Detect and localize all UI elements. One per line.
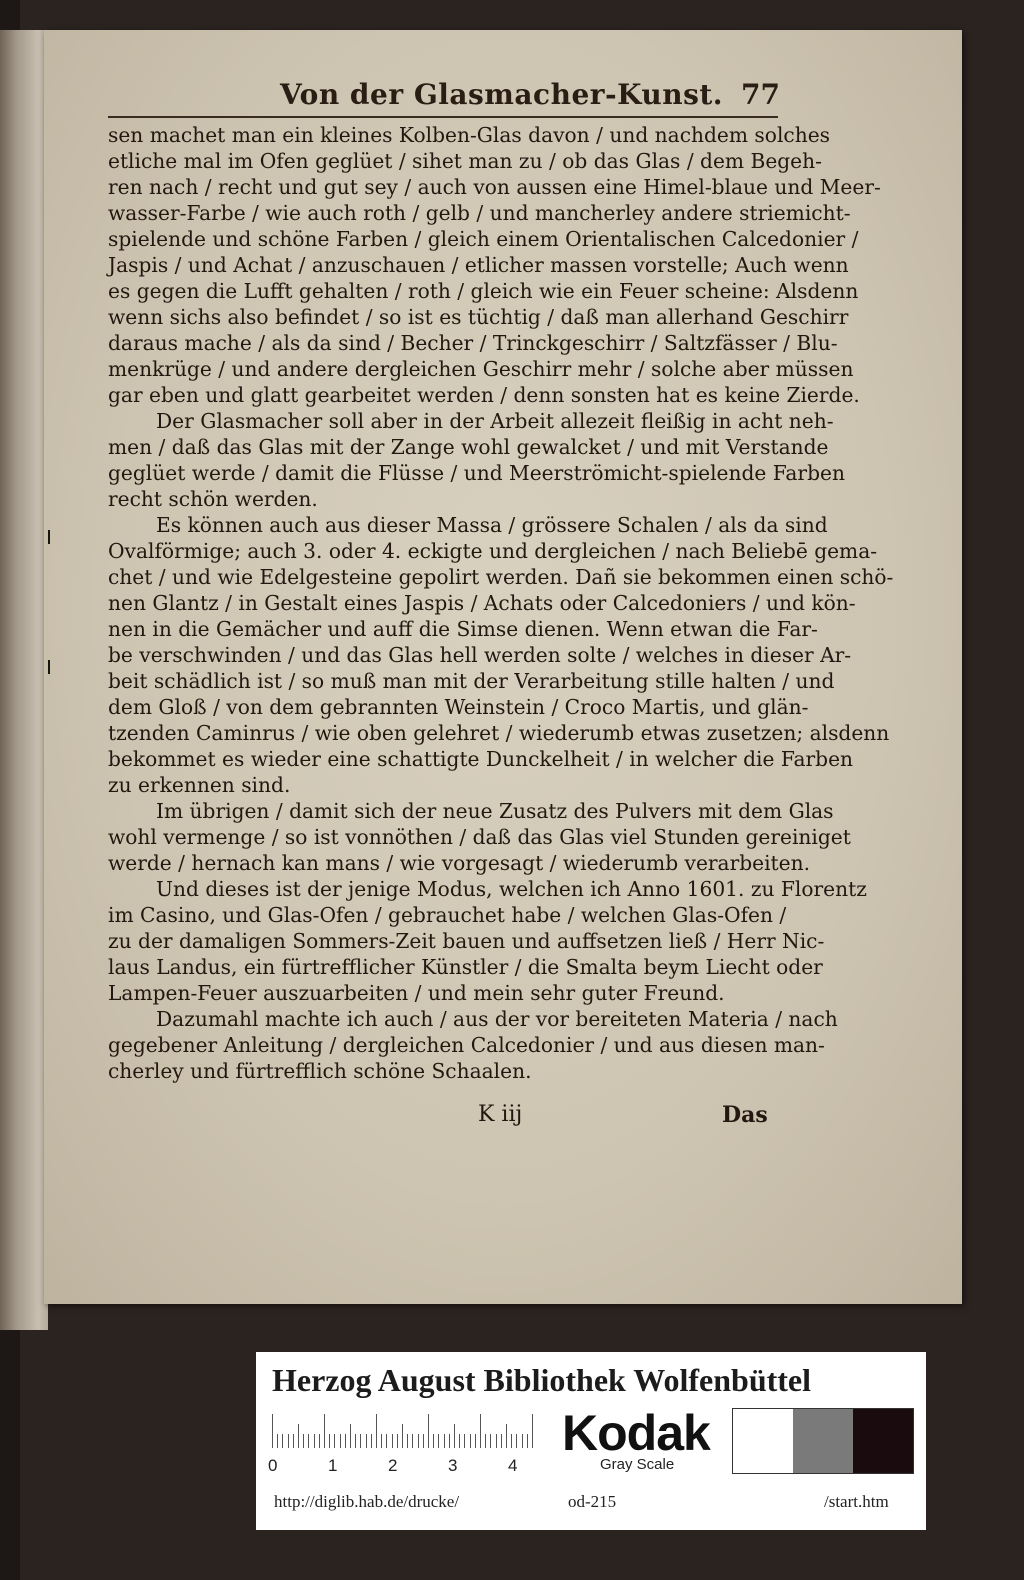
ruler-tick	[428, 1414, 429, 1448]
ruler-tick	[485, 1434, 486, 1448]
text-line: tzenden Caminrus / wie oben gelehret / wiederumb etwas zusetzen; alsdenn	[108, 721, 890, 745]
text-line: Es können auch aus dieser Massa / grössere Schalen / als da sind	[156, 513, 828, 537]
text-line: bekommet es wieder eine schattigte Dunckelheit / in welcher die Farben	[108, 747, 854, 771]
text-line: werde / hernach kan mans / wie vorgesagt / wiederumb verarbeiten.	[108, 851, 811, 875]
text-line: Und dieses ist der jenige Modus, welchen ich Anno 1601. zu Florentz	[156, 877, 867, 901]
header-rule	[108, 116, 778, 118]
gray-swatches	[732, 1408, 914, 1474]
ruler-tick	[433, 1434, 434, 1448]
text-line: es gegen die Lufft gehalten / roth / gleich wie ein Feuer scheine: Alsdenn	[108, 279, 859, 303]
ruler-tick	[407, 1434, 408, 1448]
text-line: gar eben und glatt gearbeitet werden / denn sonsten hat es keine Zierde.	[108, 383, 860, 407]
ruler-tick	[459, 1434, 460, 1448]
ruler-label: 4	[508, 1456, 518, 1475]
text-line: nen Glantz / in Gestalt eines Jaspis / Achats oder Calcedoniers / und kön-	[108, 591, 856, 615]
ruler-tick	[319, 1434, 320, 1448]
text-line: spielende und schöne Farben / gleich einem Orientalischen Calcedonier /	[108, 227, 859, 251]
ruler-label: 0	[268, 1456, 278, 1475]
ruler-tick	[516, 1434, 517, 1448]
ruler-tick	[444, 1434, 445, 1448]
library-name: Herzog August Bibliothek Wolfenbüttel	[272, 1362, 812, 1398]
ruler-tick	[464, 1434, 465, 1448]
ruler-tick	[496, 1434, 497, 1448]
text-line: Jaspis / und Achat / anzuschauen / etlicher massen vorstelle; Auch wenn	[108, 253, 849, 277]
ruler-tick	[298, 1424, 299, 1448]
text-line: be verschwinden / und das Glas hell werden solte / welches in dieser Ar-	[108, 643, 852, 667]
ruler-label: 1	[328, 1456, 338, 1475]
ruler-tick	[480, 1414, 481, 1448]
text-line: Im übrigen / damit sich der neue Zusatz des Pulvers mit dem Glas	[156, 799, 834, 823]
gray-swatch	[733, 1409, 793, 1473]
text-line: zu der damaligen Sommers-Zeit bauen und auffsetzen ließ / Herr Nic-	[108, 929, 825, 953]
text-line: chet / und wie Edelgesteine gepolirt werden. Dañ sie bekommen einen schö-	[108, 565, 894, 589]
ruler-scale	[272, 1412, 534, 1448]
ruler-tick	[360, 1434, 361, 1448]
ruler-tick	[350, 1424, 351, 1448]
ruler-tick	[376, 1414, 377, 1448]
text-line: Der Glasmacher soll aber in der Arbeit allezeit fleißig in acht neh-	[156, 409, 834, 433]
ruler-tick	[340, 1434, 341, 1448]
gray-swatch	[793, 1409, 853, 1473]
gray-swatch	[853, 1409, 913, 1473]
ruler-tick	[282, 1434, 283, 1448]
ruler-tick	[423, 1434, 424, 1448]
ruler-tick	[272, 1414, 273, 1448]
text-line: dem Gloß / von dem gebrannten Weinstein / Croco Martis, und glän-	[108, 695, 809, 719]
ruler-tick	[475, 1434, 476, 1448]
ruler-tick	[371, 1434, 372, 1448]
text-line: nen in die Gemächer und auff die Simse dienen. Wenn etwan die Far-	[108, 617, 818, 641]
text-line: Lampen-Feuer auszuarbeiten / und mein sehr guter Freund.	[108, 981, 725, 1005]
ruler-tick	[345, 1434, 346, 1448]
text-line: sen machet man ein kleines Kolben-Glas davon / und nachdem solches	[108, 123, 831, 147]
text-line: zu erkennen sind.	[108, 773, 291, 797]
text-line: Dazumahl machte ich auch / aus der vor bereiteten Materia / nach	[156, 1007, 838, 1031]
ruler-tick	[522, 1434, 523, 1448]
ruler-label: 2	[388, 1456, 398, 1475]
text-line: wasser-Farbe / wie auch roth / gelb / und mancherley andere striemicht-	[108, 201, 851, 225]
text-line: men / daß das Glas mit der Zange wohl gewalcket / und mit Verstande	[108, 435, 829, 459]
text-line: menkrüge / und andere dergleichen Geschirr mehr / solche aber müssen	[108, 357, 854, 381]
ruler-tick	[412, 1434, 413, 1448]
body-text	[108, 122, 894, 1084]
ruler-tick	[366, 1434, 367, 1448]
text-line: wohl vermenge / so ist vonnöthen / daß das Glas viel Stunden gereiniget	[108, 825, 851, 849]
kodak-logo: Kodak	[562, 1405, 710, 1461]
catchword: Das	[722, 1102, 768, 1128]
ruler-tick	[293, 1434, 294, 1448]
text-line: Ovalförmige; auch 3. oder 4. eckigte und dergleichen / nach Beliebē gema-	[108, 539, 878, 563]
ruler-tick	[490, 1434, 491, 1448]
ruler-tick	[314, 1434, 315, 1448]
running-header	[260, 78, 780, 118]
url-id: od-215	[568, 1492, 617, 1511]
text-line: cherley und fürtrefflich schöne Schaalen.	[108, 1059, 532, 1083]
text-line: wenn sichs also befindet / so ist es tüchtig / daß man allerhand Geschirr	[108, 305, 849, 329]
ruler-tick	[454, 1424, 455, 1448]
signature-mark: K iij	[478, 1102, 523, 1127]
ruler-tick	[501, 1434, 502, 1448]
ruler-tick	[381, 1434, 382, 1448]
margin-mark	[48, 530, 50, 544]
text-line: recht schön werden.	[108, 487, 318, 511]
url-left: http://diglib.hab.de/drucke/	[274, 1492, 460, 1511]
text-line: daraus mache / als da sind / Becher / Trinckgeschirr / Saltzfässer / Blu-	[108, 331, 838, 355]
adjacent-page-edge	[0, 30, 48, 1330]
url-right: /start.htm	[824, 1492, 889, 1511]
ruler-tick	[288, 1434, 289, 1448]
text-line: gegebener Anleitung / dergleichen Calcedonier / und aus diesen man-	[108, 1033, 825, 1057]
gray-scale-label: Gray Scale	[600, 1456, 675, 1473]
text-line: im Casino, und Glas-Ofen / gebrauchet habe / welchen Glas-Ofen /	[108, 903, 787, 927]
margin-mark	[48, 660, 50, 674]
scan-target-card	[256, 1352, 926, 1530]
running-title: Von der Glasmacher-Kunst.	[280, 78, 724, 111]
ruler-tick	[303, 1434, 304, 1448]
text-line: beit schädlich ist / so muß man mit der Verarbeitung stille halten / und	[108, 669, 835, 693]
ruler-tick	[329, 1434, 330, 1448]
ruler-tick	[324, 1414, 325, 1448]
ruler-tick	[449, 1434, 450, 1448]
ruler-tick	[334, 1434, 335, 1448]
ruler-tick	[397, 1434, 398, 1448]
text-line: etliche mal im Ofen geglüet / sihet man zu / ob das Glas / dem Begeh-	[108, 149, 822, 173]
ruler-tick	[392, 1434, 393, 1448]
ruler-tick	[438, 1434, 439, 1448]
ruler-tick	[527, 1434, 528, 1448]
ruler-tick	[470, 1434, 471, 1448]
ruler-tick	[355, 1434, 356, 1448]
ruler-label: 3	[448, 1456, 458, 1475]
text-line: geglüet werde / damit die Flüsse / und Meerströmicht-spielende Farben	[108, 461, 845, 485]
ruler-tick	[386, 1434, 387, 1448]
ruler-tick	[308, 1434, 309, 1448]
text-line: laus Landus, ein fürtrefflicher Künstler / die Smalta beym Liecht oder	[108, 955, 823, 979]
ruler-tick	[506, 1424, 507, 1448]
ruler-tick	[402, 1424, 403, 1448]
ruler-tick	[532, 1414, 533, 1448]
text-line: ren nach / recht und gut sey / auch von aussen eine Himel-blaue und Meer-	[108, 175, 881, 199]
ruler-tick	[418, 1434, 419, 1448]
ruler-tick	[277, 1434, 278, 1448]
ruler-tick	[511, 1434, 512, 1448]
page-number: 77	[741, 78, 780, 111]
